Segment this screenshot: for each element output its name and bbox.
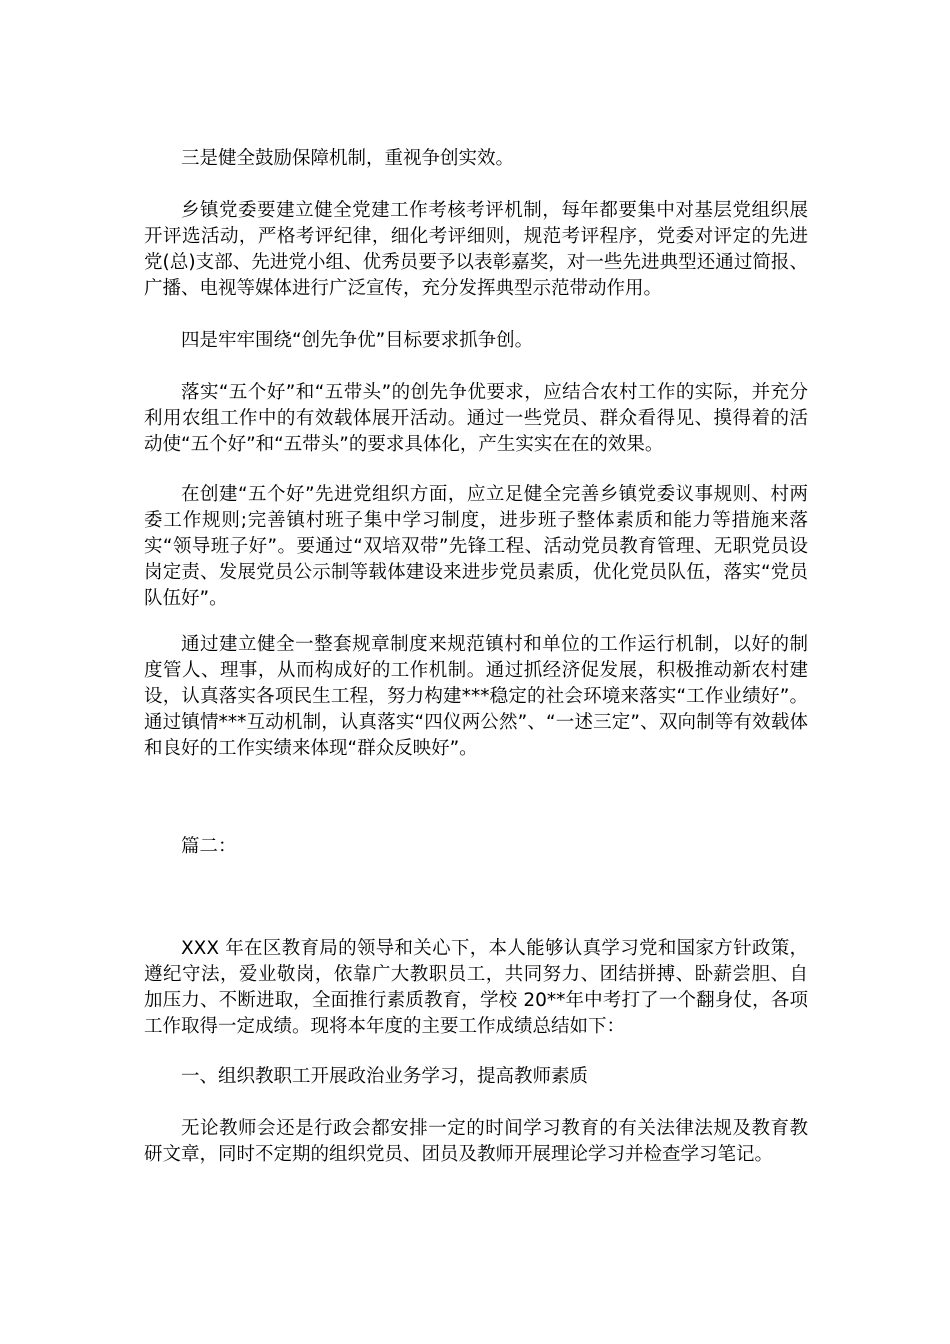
paragraph-five-goods: 落实“五个好”和“五带头”的创先争优要求，应结合农村工作的实际，并充分利用农组工作中的有效载体展开活动。通过一些党员、群众看得见、摸得着的活动使“五个好”和“五带头”的要求具体化，产生实实在在的效果。 <box>144 382 808 455</box>
paragraph-work-mechanism: 通过建立健全一整套规章制度来规范镇村和单位的工作运行机制，以好的制度管人、理事，从而构成好的工作机制。通过抓经济促发展，积极推动新农村建设，认真落实各项民生工程，努力构建***稳定的社会环境来落实“工作业绩好”。通过镇情***互动机制，认真落实“四仪两公然”、“一述三定”、双向制等有效载体和良好的工作实绩来体现“群众反映好”。 <box>144 634 808 759</box>
paragraph-study: 无论教师会还是行政会都安排一定的时间学习教育的有关法律法规及教育教研文章，同时不定期的组织党员、团员及教师开展理论学习并检查学习笔记。 <box>144 1118 808 1165</box>
section-heading-part-two: 篇二： <box>181 836 237 857</box>
paragraph-heading-3: 三是健全鼓励保障机制，重视争创实效。 <box>181 148 515 169</box>
paragraph-party-organization: 在创建“五个好”先进党组织方面，应立足健全完善乡镇党委议事规则、村两委工作规则;完善镇村班子集中学习制度，进步班子整体素质和能力等措施来落实“领导班子好”。要通过“双培双带”先锋工程、活动党员教育管理、无职党员设岗定责、发展党员公示制等载体建设来进步党员素质，优化党员队伍，落实“党员队伍好”。 <box>144 484 808 609</box>
paragraph-annual-summary: XXX 年在区教育局的领导和关心下，本人能够认真学习党和国家方针政策，遵纪守法，爱业敬岗，依靠广大教职员工，共同努力、团结拼搏、卧薪尝胆、自加压力、不断进取，全面推行素质教育，学校 20**年中考打了一个翻身仗，各项工作取得一定成绩。现将本年度的主要工作成绩总结如下： <box>144 938 808 1037</box>
paragraph-heading-4: 四是牢牢围绕“创先争优”目标要求抓争创。 <box>181 330 534 351</box>
paragraph-heading-one: 一、组织教职工开展政治业务学习，提高教师素质 <box>181 1066 589 1087</box>
paragraph-assessment-mechanism: 乡镇党委要建立健全党建工作考核考评机制，每年都要集中对基层党组织展开评选活动，严格考评纪律，细化考评细则，规范考评程序，党委对评定的先进党(总)支部、先进党小组、优秀员要予以表彰嘉奖，对一些先进典型还通过简报、广播、电视等媒体进行广泛宣传，充分发挥典型示范带动作用。 <box>144 200 808 299</box>
